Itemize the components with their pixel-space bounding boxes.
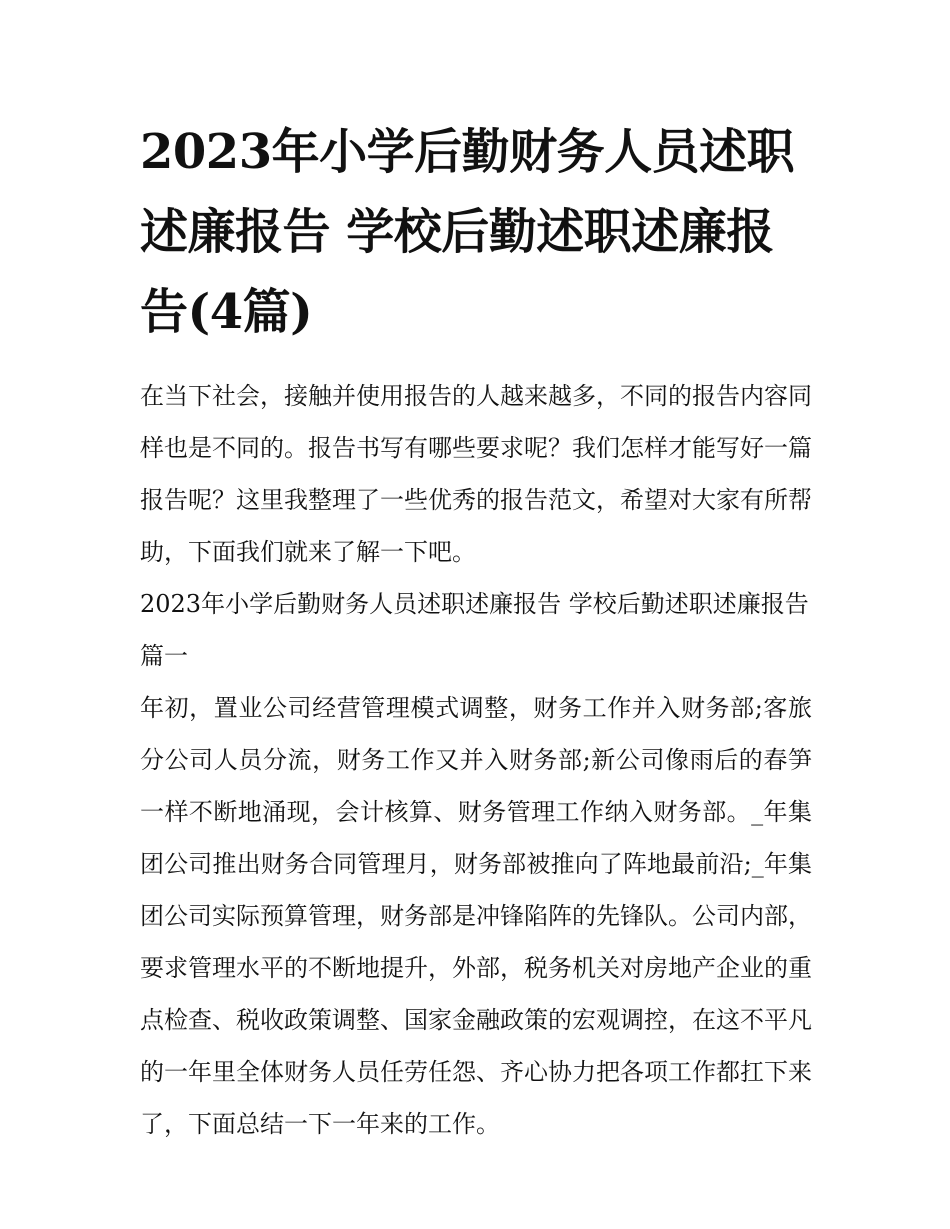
document-title: 2023年小学后勤财务人员述职述廉报告 学校后勤述职述廉报告(4篇): [140, 124, 795, 340]
section-heading: 2023年小学后勤财务人员述职述廉报告 学校后勤述职述廉报告篇一: [140, 590, 809, 670]
body-paragraph: 年初，置业公司经营管理模式调整，财务工作并入财务部;客旅分公司人员分流，财务工作又并入财务部;新公司像雨后的春笋一样不断地涌现，会计核算、财务管理工作纳入财务部。_年集团公司推出财务合同管理月，财务部被推向了阵地最前沿;_年集团公司实际预算管理，财务部是冲锋陷阵的先锋队。公司内部，要求管理水平的不断地提升，外部，税务机关对房地产企业的重点检查、税收政策调整、国家金融政策的宏观调控，在这不平凡的一年里全体财务人员任劳任怨、齐心协力把各项工作都扛下来了，下面总结一下一年来的工作。: [140, 694, 812, 1138]
document-page: [140, 112, 812, 1150]
intro-paragraph: 在当下社会，接触并使用报告的人越来越多，不同的报告内容同样也是不同的。报告书写有哪些要求呢？我们怎样才能写好一篇报告呢？这里我整理了一些优秀的报告范文，希望对大家有所帮助，下面我们就来了解一下吧。: [140, 382, 812, 566]
